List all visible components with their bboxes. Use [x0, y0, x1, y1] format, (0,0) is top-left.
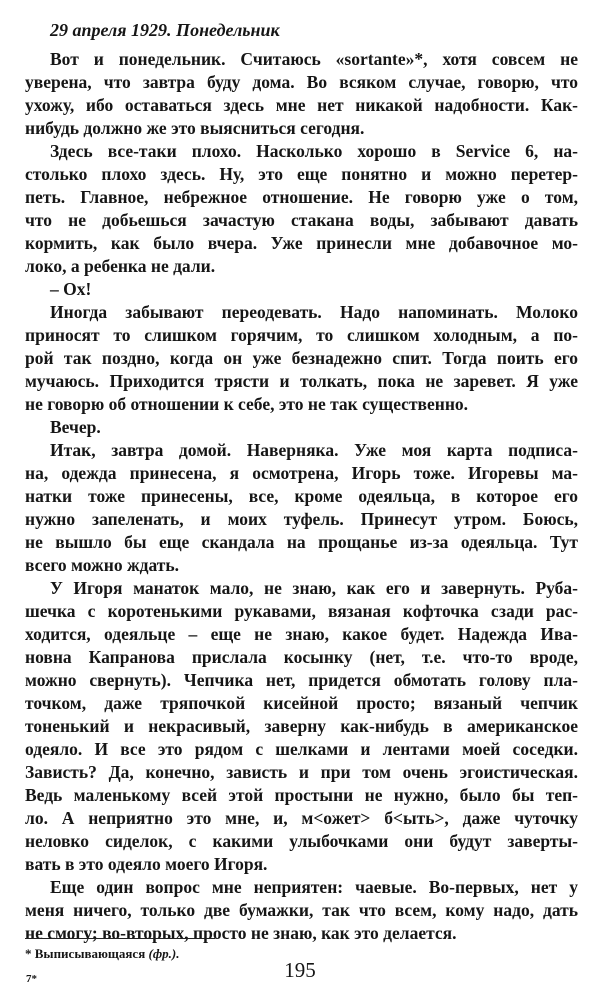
paragraph: [25, 48, 578, 140]
text-line: рой так поздно, когда он уже безнадежно спит. Тогда поить его: [25, 348, 578, 368]
entry-date-heading: 29 апреля 1929. Понедельник: [50, 20, 280, 40]
text-line: – Ох!: [50, 279, 92, 299]
paragraph: [25, 301, 578, 416]
text-line: можно свернуть). Чепчика нет, придется обмотать голову пла-: [25, 670, 578, 690]
text-line: не вышло бы еще скандала на прощанье из-за одеяльца. Тут: [25, 532, 578, 552]
text-line: тоненький и некрасивый, заверну как-нибудь в американское: [25, 716, 578, 736]
footnote-marker: *: [25, 946, 32, 961]
text-line: Ведь маленькому всей этой простыни не нужно, было бы теп-: [25, 785, 578, 805]
text-line: Здесь все-таки плохо. Насколько хорошо в Service 6, на-: [50, 141, 578, 161]
footnote-text: Выписывающаяся: [34, 946, 146, 961]
text-line: Еще один вопрос мне неприятен: чаевые. Во-первых, нет у: [50, 877, 578, 897]
text-line: всего можно ждать.: [25, 555, 180, 575]
text-line: У Игоря манаток мало, не знаю, как его и завернуть. Руба-: [50, 578, 578, 598]
text-line: столько плохо здесь. Ну, это еще понятно и можно перетер-: [25, 164, 578, 184]
text-line: точком, даже тряпочкой кисейной просто; вязаный чепчик: [25, 693, 578, 713]
text-line: петь. Главное, небрежное отношение. Не говорю уже о том,: [25, 187, 578, 207]
text-line: неловко сиделок, с какими улыбочками они будут заверты-: [25, 831, 578, 851]
text-line: на, одежда принесена, я осмотрена, Игорь тоже. Игоревы ма-: [25, 463, 578, 483]
text-line: ходится, одеяльце – еще не знаю, какое будет. Надежда Ива-: [25, 624, 578, 644]
text-line: мучаюсь. Приходится трясти и толкать, пока не заревет. Я уже: [25, 371, 578, 391]
text-line: не смогу; во-вторых, просто не знаю, как это делается.: [25, 923, 457, 943]
page-number: 195: [284, 958, 316, 982]
text-line: меня ничего, только две бумажки, так что всем, кому надо, дать: [25, 900, 578, 920]
footnote-language-note: (фр.).: [148, 946, 180, 961]
signature-mark: 7*: [26, 973, 37, 985]
text-line: приносят то слишком горячим, то слишком холодным, а по-: [25, 325, 578, 345]
paragraph: [25, 876, 578, 945]
diary-text: [25, 48, 578, 945]
paragraph: [25, 577, 578, 876]
text-line: одеяло. И все это рядом с шелками и лентами моей соседки.: [25, 739, 578, 759]
text-line: Вечер.: [50, 417, 101, 437]
text-line: Итак, завтра домой. Наверняка. Уже моя карта подписа-: [50, 440, 578, 460]
text-line: ухожу, ибо оставаться здесь мне нет никакой надобности. Как-: [25, 95, 578, 115]
paragraph: [25, 278, 578, 301]
text-line: вать в это одеяло моего Игоря.: [25, 854, 268, 874]
text-line: Зависть? Да, конечно, зависть и при том очень эгоистическая.: [25, 762, 578, 782]
text-line: уверена, что завтра буду дома. Во всяком случае, говорю, что: [25, 72, 578, 92]
text-line: кормить, как было вчера. Уже принесли мне добавочное мо-: [25, 233, 578, 253]
text-line: ло. А неприятно это мне, и, м<ожет> б<ыть>, даже чуточку: [25, 808, 578, 828]
text-line: Вот и понедельник. Считаюсь «sortante»*, хотя совсем не: [50, 49, 578, 69]
paragraph: [25, 439, 578, 577]
text-line: нужно запеленать, и моих туфель. Принесут утром. Боюсь,: [25, 509, 578, 529]
text-line: шечка с коротенькими рукавами, вязаная кофточка сзади рас-: [25, 601, 578, 621]
text-line: локо, а ребенка не дали.: [25, 256, 216, 276]
text-line: Иногда забывают переодевать. Надо напоминать. Молоко: [50, 302, 578, 322]
text-line: что не добьешься зачастую стакана воды, забывают давать: [25, 210, 578, 230]
text-line: нибудь должно же это выясниться сегодня.: [25, 118, 365, 138]
text-line: новна Капранова прислала косынку (нет, т.е. что-то вроде,: [25, 647, 578, 667]
footnote-divider: [25, 938, 215, 939]
text-line: не говорю об отношении к себе, это не так существенно.: [25, 394, 469, 414]
paragraph: [25, 140, 578, 278]
text-line: натки тоже принесены, все, кроме одеяльца, в которое его: [25, 486, 578, 506]
paragraph: [25, 416, 578, 439]
